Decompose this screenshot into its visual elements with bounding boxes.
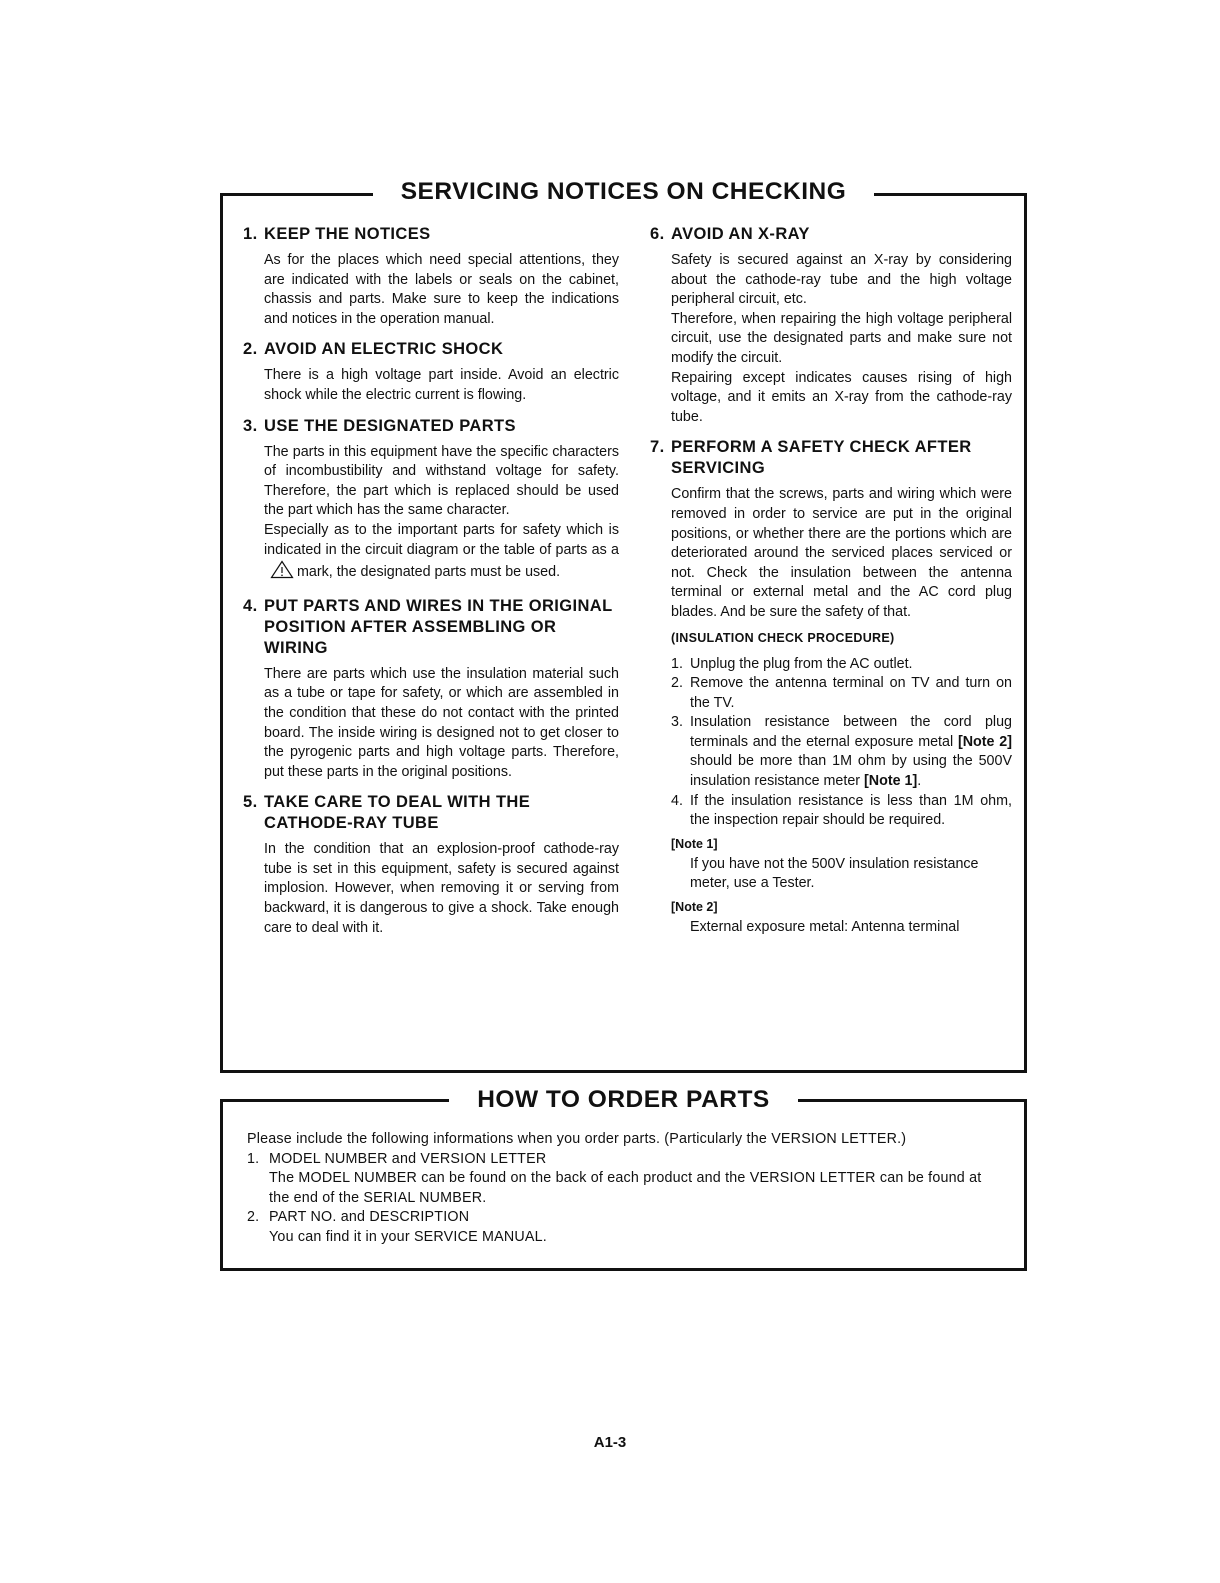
how-to-order-parts-title: HOW TO ORDER PARTS (223, 1085, 1024, 1115)
list-item: 1. MODEL NUMBER and VERSION LETTER (247, 1150, 547, 1167)
warning-triangle-icon (270, 560, 294, 586)
section-body: There are parts which use the insulation material such as a tube or tape for safety, or which are assembled in the condition that these do not contact with the printed board. The inside wiring is designed not to get closer to the pyrogenic parts and high voltage parts. Therefore, put these parts in the original positions. (264, 665, 619, 780)
note-1-heading: [Note 1] (671, 836, 718, 851)
left-column (243, 224, 619, 948)
section-body: There is a high voltage part inside. Avoid an electric shock while the electric current is flowing. (264, 367, 619, 403)
list-item: 4. If the insulation resistance is less than 1M ohm, the inspection repair should be required. (671, 792, 1012, 829)
procedure-steps (671, 655, 1012, 831)
section-body: In the condition that an explosion-proof cathode-ray tube is set in this equipment, safety is secured against implosion. However, when removing it or serving from backward, it is dangerous to give a shock. Take enough care to deal with it. (264, 841, 619, 936)
section-body: Safety is secured against an X-ray by considering about the cathode-ray tube and the high voltage peripheral circuit, etc. Therefore, when repairing the high voltage peripheral circuit, use the designated parts and make sure not modify the circuit. Repairing except indicates causes rising of high voltage, and it emits an X-ray from the cathode-ray tube. (671, 252, 1012, 425)
section-original-position (243, 596, 619, 783)
section-body: As for the places which need special attentions, they are indicated with the labels or seals on the cabinet, chassis and parts. Make sure to keep the indications and notices in the operation manual. (264, 252, 619, 327)
list-item: 2. Remove the antenna terminal on TV and turn on the TV. (671, 675, 1012, 711)
section-heading: 1. KEEP THE NOTICES (243, 225, 431, 243)
section-avoid-electric-shock (243, 339, 619, 405)
list-item: 2. PART NO. and DESCRIPTION (247, 1209, 470, 1226)
section-designated-parts (243, 416, 619, 586)
order-intro: Please include the following informations when you order parts. (Particularly the VERSION LETTER.) (247, 1131, 907, 1147)
right-column (650, 224, 1012, 948)
list-item: 3. Insulation resistance between the cord plug terminals and the eternal exposure metal [Note 2] should be more than 1M ohm by using the 500V insulation resistance meter [Note 1]. (671, 714, 1013, 790)
section-heading: 7. PERFORM A SAFETY CHECK AFTER SERVICING (650, 438, 972, 478)
section-heading: 3. USE THE DESIGNATED PARTS (243, 416, 516, 435)
how-to-order-parts-box (220, 1086, 1027, 1271)
section-body: The parts in this equipment have the specific characters of incombustibility and withstand voltage for safety. Therefore, the part which is replaced should be used the part which has the same character. Especially as to the important parts for safety which is indicated in the circuit diagram or the table of parts as amark, the designated parts must be used. (243, 443, 619, 586)
servicing-notices-box (220, 178, 1027, 1073)
section-safety-check (650, 437, 1012, 937)
procedure-heading: (INSULATION CHECK PROCEDURE) (671, 630, 895, 645)
section-keep-notices (243, 224, 619, 329)
section-body: Confirm that the screws, parts and wiring which were removed in order to service are put in the original positions, or whether there are the portions which are deteriorated around the serviced places serviced or not. Check the insulation between the antenna terminal or external metal and the AC cord plug blades. And be sure the safety of that. (671, 486, 1012, 620)
section-heading: 2. AVOID AN ELECTRIC SHOCK (243, 340, 504, 359)
page-number: A1-3 (593, 1434, 627, 1451)
note-2-body: External exposure metal: Antenna terminal (690, 919, 960, 936)
note-2-heading: [Note 2] (671, 900, 718, 915)
section-heading: 6. AVOID AN X-RAY (650, 225, 810, 243)
order-body (247, 1130, 1000, 1248)
section-heading: 5. TAKE CARE TO DEAL WITH THE CATHODE-RAY TUBE (243, 793, 531, 833)
order-item-body: The MODEL NUMBER can be found on the back of each product and the VERSION LETTER can be found at the end of the SERIAL NUMBER. (269, 1170, 982, 1206)
section-avoid-x-ray (650, 224, 1012, 427)
section-cathode-ray-tube (243, 792, 619, 938)
note-1-body: If you have not the 500V insulation resistance meter, use a Tester. (690, 855, 979, 892)
list-item: 1. Unplug the plug from the AC outlet. (671, 655, 913, 672)
servicing-notices-title: SERVICING NOTICES ON CHECKING (223, 177, 1024, 207)
section-heading: 4. PUT PARTS AND WIRES IN THE ORIGINAL POSITION AFTER ASSEMBLING OR WIRING (243, 596, 613, 657)
order-item-body: You can find it in your SERVICE MANUAL. (269, 1228, 547, 1245)
